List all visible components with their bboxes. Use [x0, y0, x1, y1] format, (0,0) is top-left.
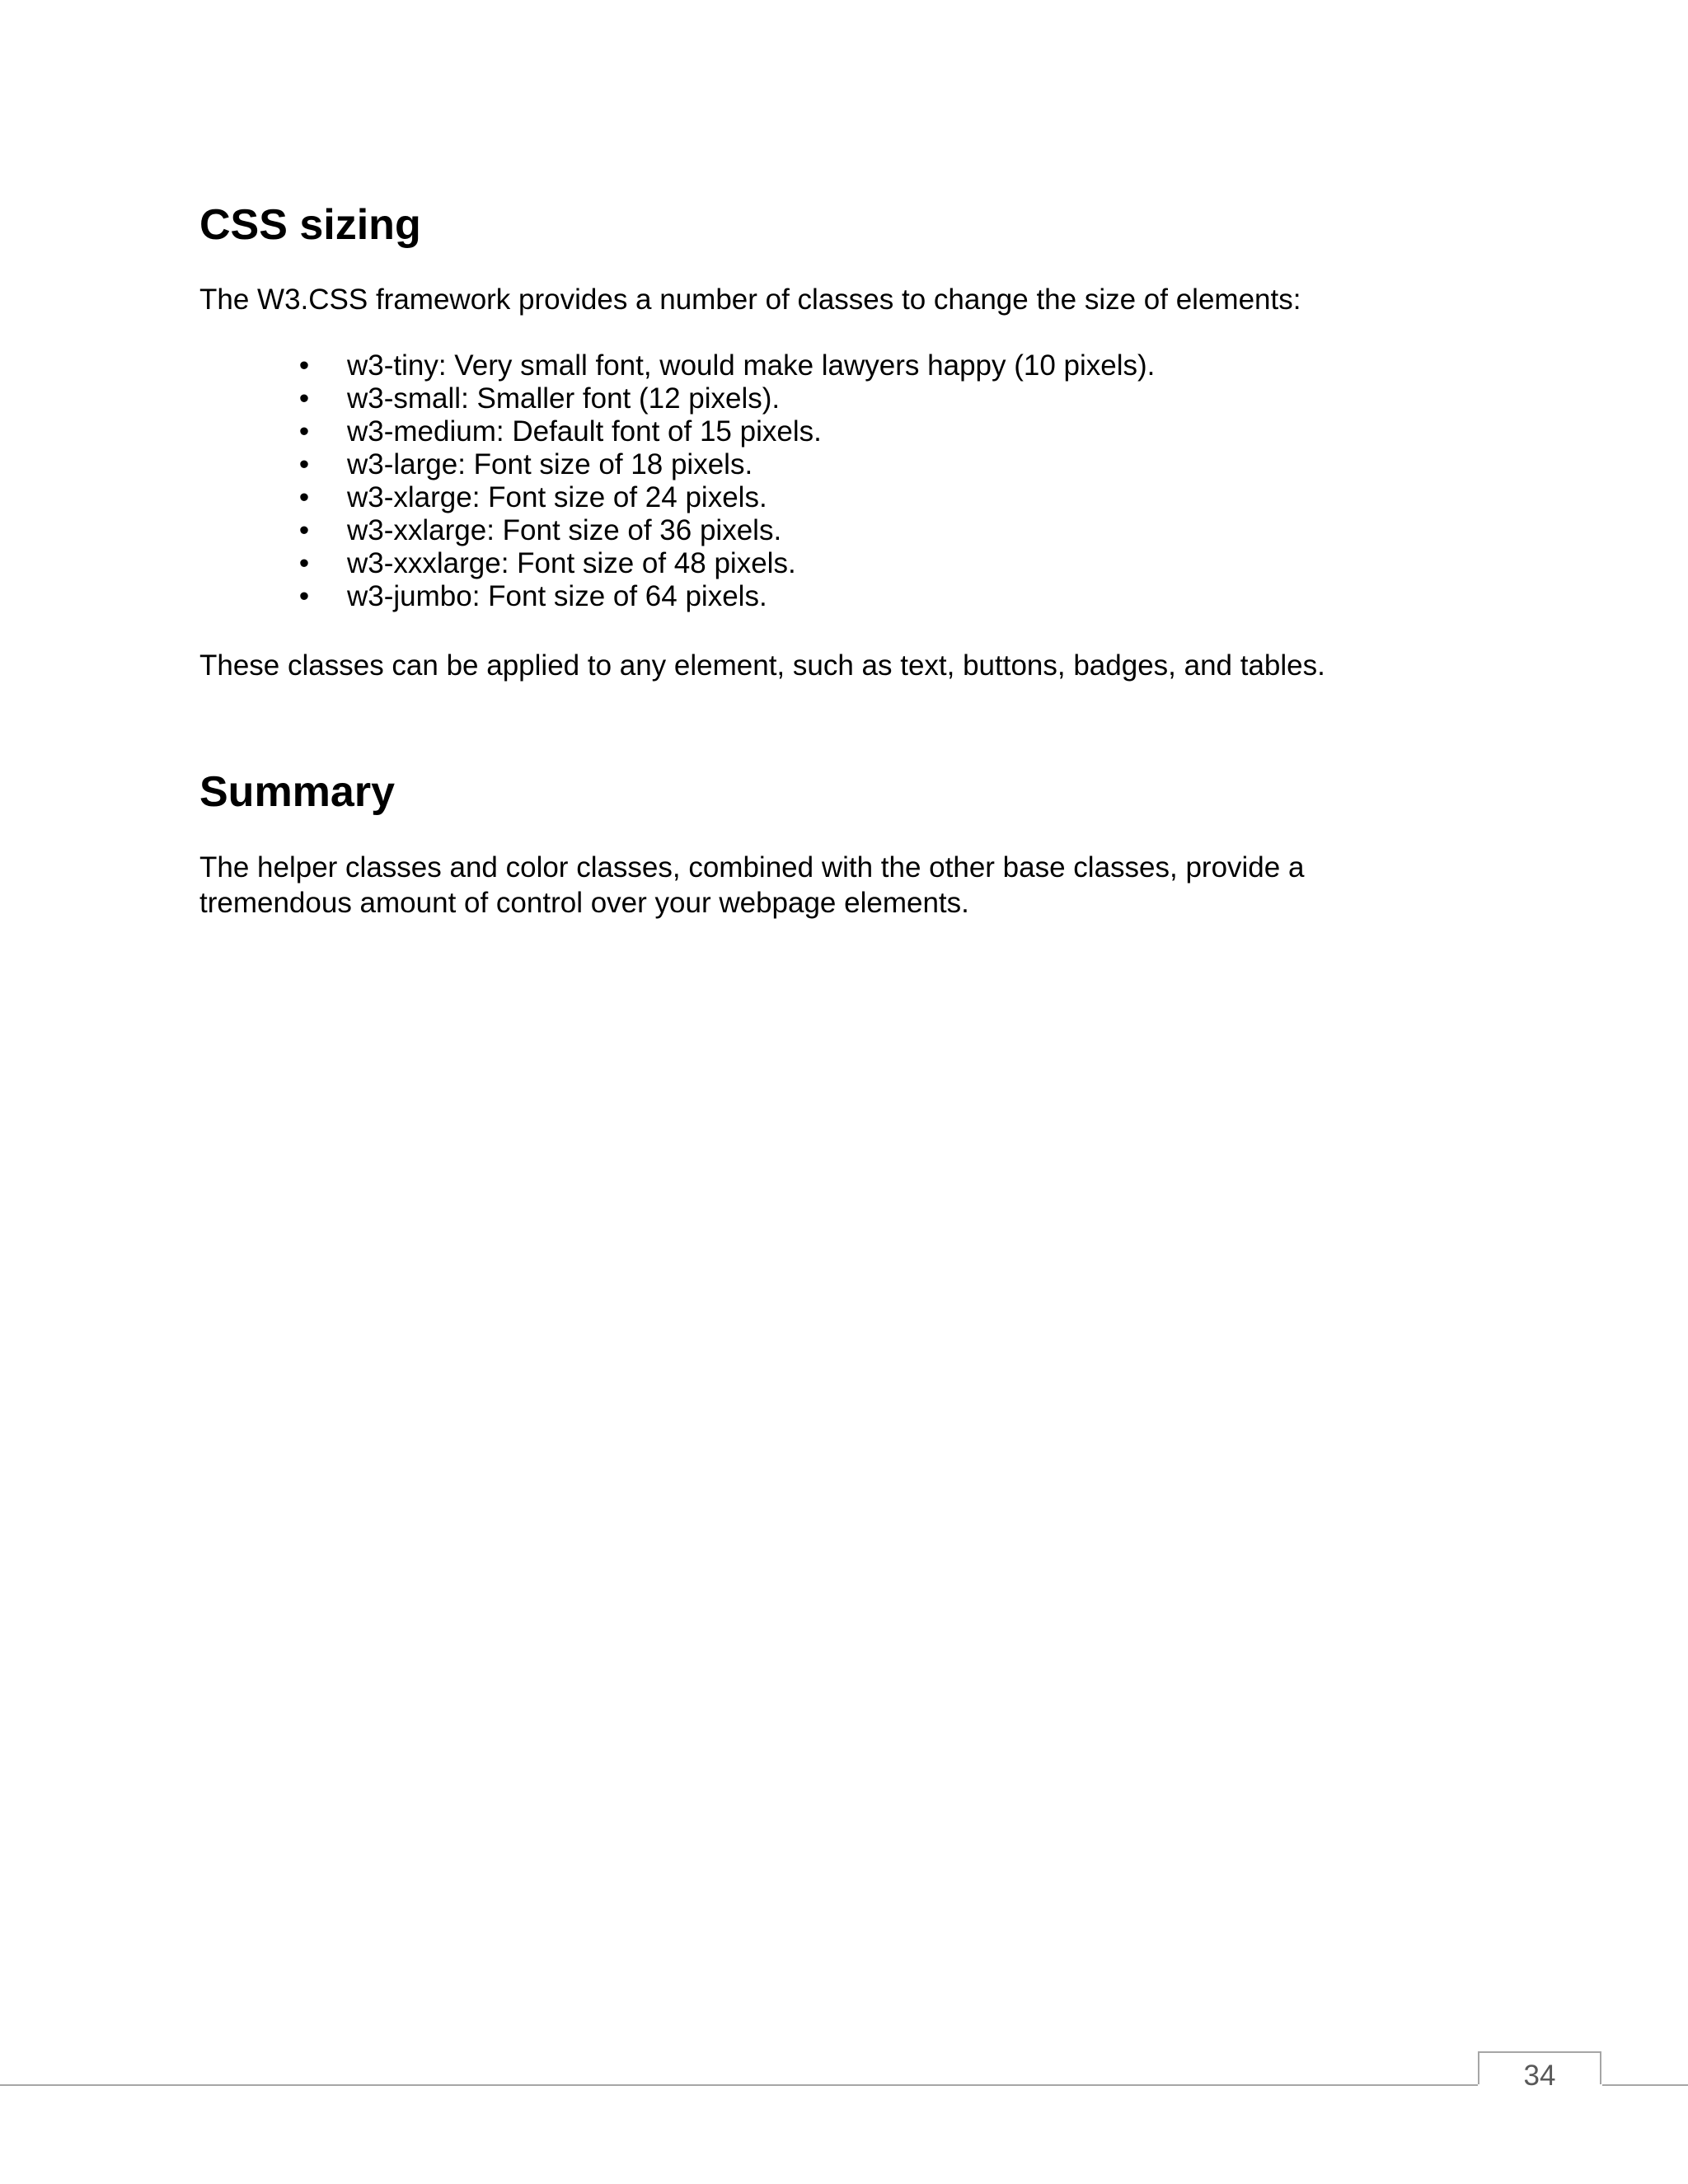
footer-rule-right [1602, 2084, 1688, 2086]
bullet-icon: • [298, 514, 310, 546]
list-item-text: w3-jumbo: Font size of 64 pixels. [347, 580, 767, 612]
bullet-icon: • [298, 448, 310, 480]
bullet-icon: • [298, 349, 310, 382]
list-item-text: w3-xxlarge: Font size of 36 pixels. [347, 514, 782, 546]
intro-paragraph: The W3.CSS framework provides a number of classes to change the size of elements: [199, 284, 1301, 316]
list-item-text: w3-xlarge: Font size of 24 pixels. [347, 481, 767, 513]
bullet-icon: • [298, 415, 310, 448]
section-heading-css-sizing: CSS sizing [199, 201, 421, 249]
bullet-icon: • [298, 547, 310, 579]
list-item-text: w3-large: Font size of 18 pixels. [347, 448, 753, 480]
page-number: 34 [1523, 2060, 1556, 2092]
list-item-text: w3-medium: Default font of 15 pixels. [347, 415, 822, 448]
section-heading-summary: Summary [199, 768, 395, 816]
list-item-text: w3-small: Smaller font (12 pixels). [347, 382, 781, 415]
bullet-icon: • [298, 481, 310, 513]
list-item-text: w3-xxxlarge: Font size of 48 pixels. [347, 547, 796, 579]
summary-paragraph-line: tremendous amount of control over your webpage elements. [199, 887, 969, 919]
footer-rule-left [0, 2084, 1478, 2086]
after-list-paragraph: These classes can be applied to any element, such as text, buttons, badges, and tables. [199, 649, 1325, 682]
bullet-icon: • [298, 580, 310, 612]
bullet-icon: • [298, 382, 310, 415]
list-item-text: w3-tiny: Very small font, would make lawyers happy (10 pixels). [347, 349, 1156, 382]
summary-paragraph-line: The helper classes and color classes, combined with the other base classes, provide a [199, 851, 1305, 883]
